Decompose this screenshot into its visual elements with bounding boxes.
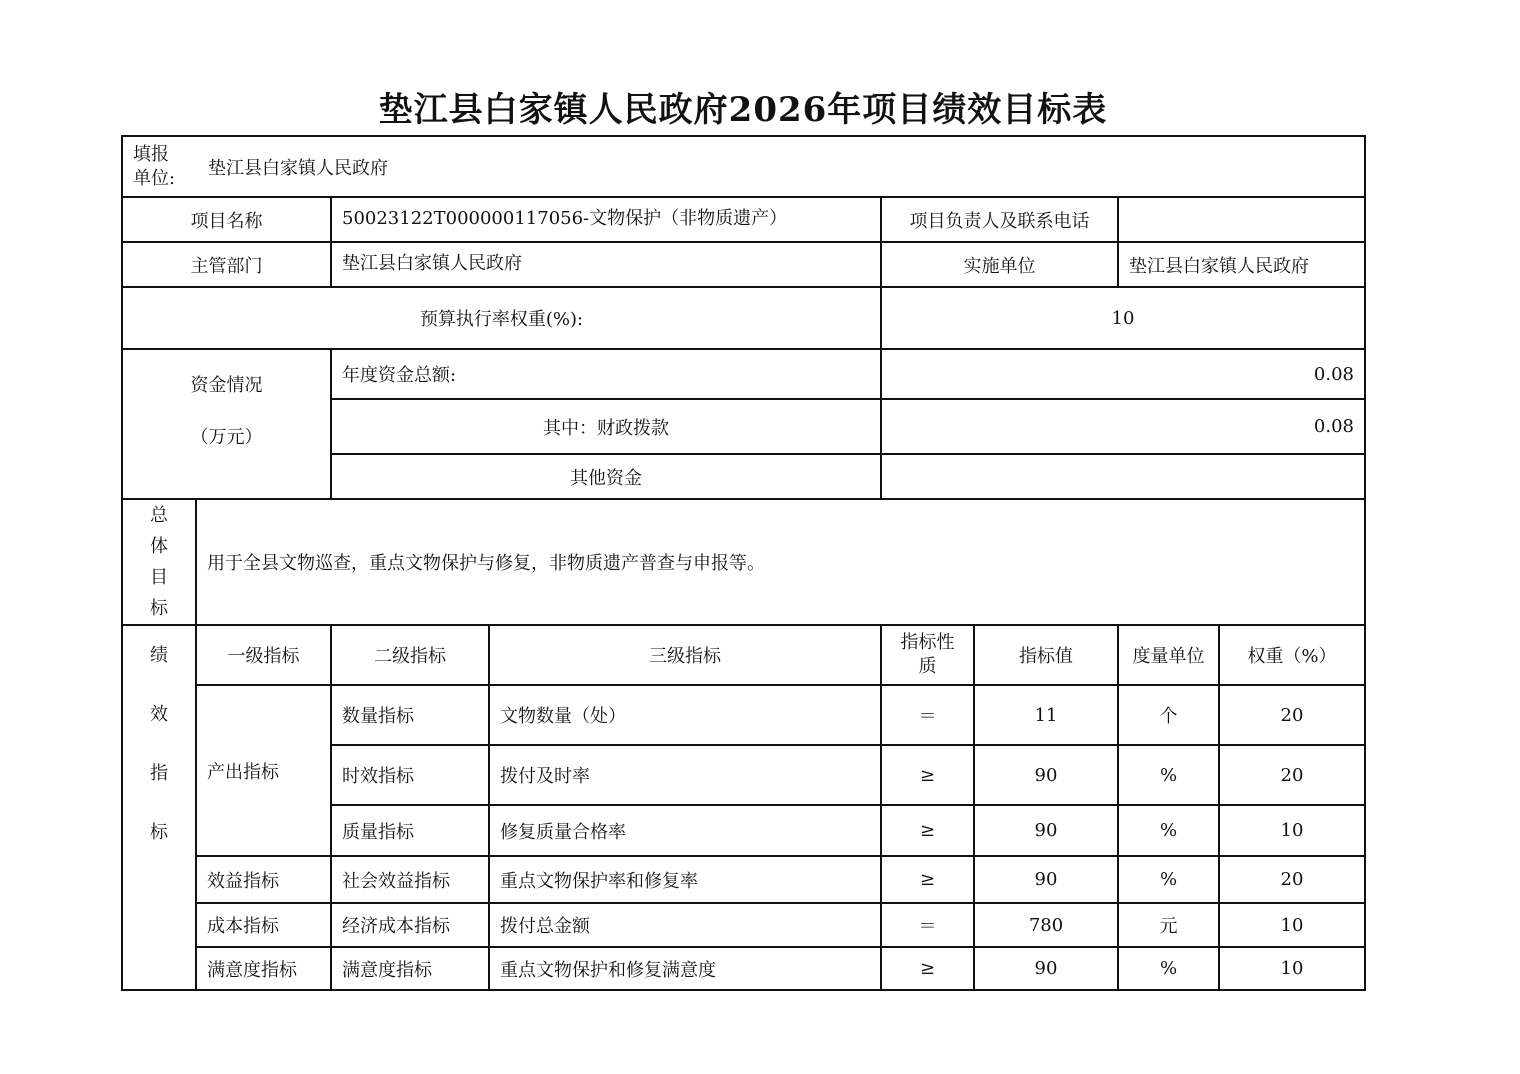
filler-value: 垫江县白家镇人民政府 (208, 157, 388, 179)
impl-unit-label: 实施单位 (881, 242, 1118, 287)
performance-target-table (121, 135, 1366, 991)
value-cell: 780 (974, 903, 1118, 947)
header-level1: 一级指标 (196, 625, 331, 685)
value-cell: 90 (974, 745, 1118, 805)
nature-cell: ≥ (881, 805, 974, 856)
header-weight: 权重（%） (1219, 625, 1365, 685)
weight-cell: 20 (1219, 685, 1365, 745)
level2-cell: 质量指标 (331, 805, 489, 856)
level3-cell: 拨付总金额 (489, 903, 881, 947)
header-value: 指标值 (974, 625, 1118, 685)
funds-other-label: 其他资金 (331, 454, 881, 499)
table-row (122, 856, 1365, 903)
goal-label: 总 体 目 标 (122, 499, 196, 625)
funds-total-label: 年度资金总额: (331, 349, 881, 399)
dept-value: 垫江县白家镇人民政府 (331, 242, 881, 287)
weight-cell: 10 (1219, 903, 1365, 947)
unit-cell: 元 (1118, 903, 1219, 947)
header-nature: 指标性 质 (881, 625, 974, 685)
table-row (122, 903, 1365, 947)
unit-cell: 个 (1118, 685, 1219, 745)
unit-cell: % (1118, 856, 1219, 903)
page-title: 垫江县白家镇人民政府2026年项目绩效目标表 (378, 90, 1108, 130)
level3-cell: 拨付及时率 (489, 745, 881, 805)
table-row (122, 685, 1365, 745)
value-cell: 90 (974, 947, 1118, 990)
level2-cell: 经济成本指标 (331, 903, 489, 947)
weight-cell: 20 (1219, 856, 1365, 903)
group-output: 产出指标 (196, 685, 331, 856)
funds-fiscal-value: 0.08 (881, 399, 1365, 454)
weight-cell: 10 (1219, 805, 1365, 856)
nature-cell: ≥ (881, 856, 974, 903)
table-row (122, 947, 1365, 990)
dept-row (122, 242, 1365, 287)
unit-cell: % (1118, 947, 1219, 990)
header-unit: 度量单位 (1118, 625, 1219, 685)
funds-total-value: 0.08 (881, 349, 1365, 399)
value-cell: 11 (974, 685, 1118, 745)
header-level3: 三级指标 (489, 625, 881, 685)
value-cell: 90 (974, 856, 1118, 903)
perf-label: 绩 效 指 标 (122, 625, 196, 990)
goal-text: 用于全县文物巡查，重点文物保护与修复，非物质遗产普查与申报等。 (196, 499, 1365, 625)
perf-header-row (122, 625, 1365, 685)
impl-unit-value: 垫江县白家镇人民政府 (1118, 242, 1365, 287)
level3-cell: 修复质量合格率 (489, 805, 881, 856)
funds-other-value (881, 454, 1365, 499)
filler-label: 填报 单位: (133, 143, 176, 189)
project-row (122, 197, 1365, 242)
level2-cell: 时效指标 (331, 745, 489, 805)
dept-label: 主管部门 (122, 242, 331, 287)
budget-row (122, 287, 1365, 349)
goal-row (122, 499, 1365, 625)
level3-cell: 重点文物保护率和修复率 (489, 856, 881, 903)
level3-cell: 重点文物保护和修复满意度 (489, 947, 881, 990)
group-cost: 成本指标 (196, 903, 331, 947)
project-name-value: 50023122T000000117056-文物保护（非物质遗产） (331, 197, 881, 242)
contact-value (1118, 197, 1365, 242)
header-level2: 二级指标 (331, 625, 489, 685)
weight-cell: 10 (1219, 947, 1365, 990)
budget-value: 10 (881, 287, 1365, 349)
nature-cell: ≥ (881, 947, 974, 990)
unit-cell: % (1118, 745, 1219, 805)
group-benefit: 效益指标 (196, 856, 331, 903)
nature-cell: ＝ (881, 903, 974, 947)
project-name-label: 项目名称 (122, 197, 331, 242)
contact-label: 项目负责人及联系电话 (881, 197, 1118, 242)
funds-total-row (122, 349, 1365, 399)
funds-label: 资金情况 （万元） (122, 349, 331, 499)
weight-cell: 20 (1219, 745, 1365, 805)
level2-cell: 满意度指标 (331, 947, 489, 990)
nature-cell: ＝ (881, 685, 974, 745)
value-cell: 90 (974, 805, 1118, 856)
nature-cell: ≥ (881, 745, 974, 805)
level2-cell: 数量指标 (331, 685, 489, 745)
budget-label: 预算执行率权重(%): (122, 287, 881, 349)
funds-fiscal-label: 其中：财政拨款 (331, 399, 881, 454)
group-satisfaction: 满意度指标 (196, 947, 331, 990)
level2-cell: 社会效益指标 (331, 856, 489, 903)
level3-cell: 文物数量（处） (489, 685, 881, 745)
unit-cell: % (1118, 805, 1219, 856)
filler-row (122, 136, 1365, 197)
